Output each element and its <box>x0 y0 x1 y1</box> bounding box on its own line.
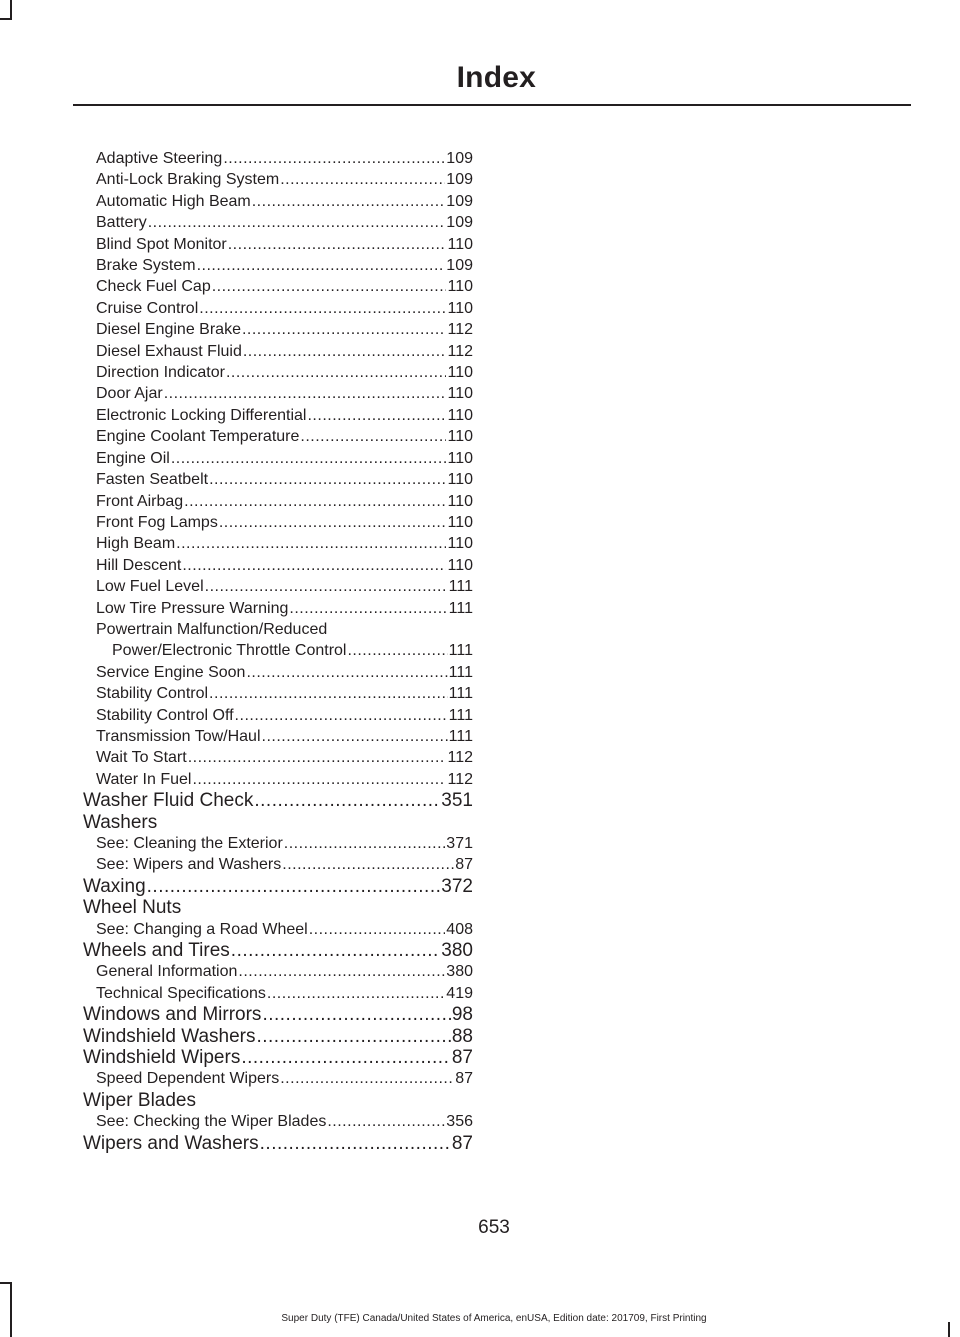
entry-label: Water In Fuel <box>96 770 192 788</box>
entry-page: 110 <box>447 299 473 317</box>
entry-page: 109 <box>446 257 473 275</box>
entry-page: 109 <box>446 214 473 232</box>
entry-label: Stability Control <box>96 685 209 703</box>
entry-page: 87 <box>451 1047 473 1069</box>
page-number: 653 <box>478 1217 510 1238</box>
entry-page: 110 <box>447 556 473 574</box>
entry-page: 109 <box>446 150 473 167</box>
entry-label: Blind Spot Monitor <box>96 235 227 253</box>
dot-leader <box>164 383 447 404</box>
index-entry[interactable] <box>83 255 473 276</box>
entry-page: 109 <box>446 192 473 210</box>
index-heading-wheel-nuts: Wheel Nuts <box>83 897 182 919</box>
crop-mark-top-left-horizontal <box>0 18 12 20</box>
index-column <box>83 148 473 1154</box>
dot-leader <box>182 555 446 576</box>
crop-mark-bottom-left-horizontal <box>0 1282 12 1284</box>
dot-leader <box>212 276 447 297</box>
dot-leader <box>147 876 441 897</box>
index-heading-wipers-and-washers[interactable] <box>83 1133 473 1154</box>
index-heading-windshield-washers[interactable] <box>83 1026 473 1047</box>
entry-page: 110 <box>447 385 473 403</box>
entry-label: Wheels and Tires <box>83 940 230 962</box>
entry-page: 87 <box>455 856 473 874</box>
entry-continuation <box>96 640 473 661</box>
index-entry[interactable] <box>83 533 473 554</box>
entry-label: Battery <box>96 214 147 232</box>
index-heading-windshield-wipers[interactable] <box>83 1047 473 1068</box>
index-entry[interactable] <box>83 319 473 340</box>
dot-leader <box>231 940 441 961</box>
dot-leader <box>252 191 446 212</box>
index-entry[interactable] <box>83 576 473 597</box>
dot-leader <box>228 234 447 255</box>
entry-page: 110 <box>447 406 473 424</box>
entry-page: 110 <box>447 278 473 296</box>
index-entry[interactable] <box>83 662 473 683</box>
entry-label-line-2: Power/Electronic Throttle Control <box>112 642 347 660</box>
entry-label: Low Tire Pressure Warning <box>96 599 289 617</box>
entry-page: 98 <box>451 1004 473 1026</box>
index-entry[interactable] <box>83 1068 473 1089</box>
entry-page: 112 <box>447 321 473 339</box>
entry-page: 419 <box>446 984 473 1002</box>
dot-leader <box>347 640 447 661</box>
entry-label: Wait To Start <box>96 749 187 767</box>
index-heading-windows-and-mirrors[interactable] <box>83 1004 473 1025</box>
entry-page: 88 <box>451 1025 473 1047</box>
dot-leader <box>307 405 446 426</box>
index-entry[interactable] <box>83 341 473 362</box>
index-entry[interactable] <box>83 426 473 447</box>
index-entry[interactable] <box>83 705 473 726</box>
entry-page: 110 <box>447 535 473 553</box>
entry-page: 408 <box>446 920 473 938</box>
entry-page: 372 <box>441 875 473 897</box>
entry-label: Diesel Engine Brake <box>96 321 241 339</box>
entry-label: Anti-Lock Braking System <box>96 171 280 189</box>
entry-label: Automatic High Beam <box>96 192 251 210</box>
index-entry[interactable] <box>83 961 473 982</box>
index-heading-washers: Washers <box>83 811 158 833</box>
entry-label: Check Fuel Cap <box>96 278 211 296</box>
entry-label: High Beam <box>96 535 176 553</box>
dot-leader <box>209 469 446 490</box>
dot-leader <box>235 705 448 726</box>
entry-label: Brake System <box>96 257 196 275</box>
dot-leader <box>199 298 446 319</box>
entry-page: 110 <box>447 513 473 531</box>
dot-leader <box>284 833 446 854</box>
entry-label: Wipers and Washers <box>83 1132 259 1154</box>
entry-page: 111 <box>448 727 473 745</box>
dot-leader <box>282 854 454 875</box>
index-entry[interactable] <box>83 148 473 169</box>
index-entry[interactable] <box>83 983 473 1004</box>
index-entry[interactable] <box>83 555 473 576</box>
entry-label: Windows and Mirrors <box>83 1004 262 1026</box>
dot-leader <box>209 683 448 704</box>
index-entry[interactable] <box>83 747 473 768</box>
entry-page: 110 <box>447 235 473 253</box>
entry-label: Service Engine Soon <box>96 663 246 681</box>
entry-label: Stability Control Off <box>96 706 234 724</box>
entry-label: Engine Coolant Temperature <box>96 428 300 446</box>
entry-page: 109 <box>446 171 473 189</box>
dot-leader <box>289 598 447 619</box>
index-entry[interactable] <box>83 598 473 619</box>
entry-label: See: Changing a Road Wheel <box>96 920 308 938</box>
entry-page: 111 <box>448 599 473 617</box>
index-entry[interactable] <box>83 469 473 490</box>
entry-label: Door Ajar <box>96 385 163 403</box>
crop-mark-top-left-vertical <box>10 0 12 20</box>
entry-label-line-1: Powertrain Malfunction/Reduced <box>96 620 328 638</box>
entry-page: 111 <box>448 578 473 596</box>
entry-page: 111 <box>448 706 473 724</box>
dot-leader <box>300 426 446 447</box>
index-entry[interactable] <box>83 298 473 319</box>
dot-leader <box>280 169 445 190</box>
index-entry[interactable] <box>83 212 473 233</box>
index-entry[interactable] <box>83 769 473 790</box>
dot-leader <box>192 769 446 790</box>
index-entry-wrapped[interactable] <box>83 619 473 662</box>
index-heading-waxing[interactable] <box>83 876 473 897</box>
index-entry[interactable] <box>83 726 473 747</box>
dot-leader <box>226 362 447 383</box>
entry-label: Windshield Washers <box>83 1025 256 1047</box>
entry-label: Transmission Tow/Haul <box>96 727 261 745</box>
dot-leader <box>309 919 446 940</box>
dot-leader <box>171 448 447 469</box>
footer-edition-info: Super Duty (TFE) Canada/United States of America, enUSA, Edition date: 201709, First Printing <box>281 1313 707 1324</box>
dot-leader <box>262 1004 450 1025</box>
entry-label: Cruise Control <box>96 299 199 317</box>
entry-label: Technical Specifications <box>96 984 266 1002</box>
dot-leader <box>188 747 447 768</box>
index-entry[interactable] <box>83 234 473 255</box>
dot-leader <box>280 1068 454 1089</box>
index-entry[interactable] <box>83 191 473 212</box>
dot-leader <box>184 491 446 512</box>
entry-label: Front Fog Lamps <box>96 513 218 531</box>
index-entry[interactable] <box>83 383 473 404</box>
dot-leader <box>262 726 448 747</box>
crop-mark-bottom-right <box>948 1322 950 1337</box>
index-entry[interactable] <box>83 833 473 854</box>
dot-leader <box>254 790 440 811</box>
entry-label: Direction Indicator <box>96 364 225 382</box>
dot-leader <box>176 533 446 554</box>
index-entry[interactable] <box>83 448 473 469</box>
dot-leader <box>241 1047 451 1068</box>
dot-leader <box>148 212 446 233</box>
entry-label: Fasten Seatbelt <box>96 471 209 489</box>
dot-leader <box>197 255 446 276</box>
crop-mark-bottom-left <box>10 1282 12 1337</box>
dot-leader <box>256 1026 450 1047</box>
entry-label: General Information <box>96 963 238 981</box>
entry-label: Low Fuel Level <box>96 578 204 596</box>
entry-label: Waxing <box>83 875 146 897</box>
entry-label: See: Wipers and Washers <box>96 856 282 874</box>
dot-leader <box>205 576 448 597</box>
entry-page: 110 <box>447 492 473 510</box>
index-entry[interactable] <box>83 1111 473 1132</box>
index-entry[interactable] <box>83 854 473 875</box>
entry-label: Hill Descent <box>96 556 182 574</box>
index-entry[interactable] <box>83 362 473 383</box>
index-entry[interactable] <box>83 683 473 704</box>
entry-label: See: Cleaning the Exterior <box>96 835 283 852</box>
index-entry[interactable] <box>83 512 473 533</box>
entry-label: Speed Dependent Wipers <box>96 1070 280 1088</box>
entry-page: 112 <box>447 749 473 767</box>
entry-page: 87 <box>451 1132 473 1154</box>
entry-page: 110 <box>447 428 473 446</box>
dot-leader <box>219 512 447 533</box>
dot-leader <box>327 1111 445 1132</box>
index-heading-washer-fluid-check[interactable] <box>83 790 473 811</box>
entry-page: 380 <box>441 940 473 962</box>
entry-page: 351 <box>441 790 473 812</box>
entry-label: Engine Oil <box>96 449 170 467</box>
entry-page: 111 <box>448 642 473 660</box>
entry-page: 110 <box>447 471 473 489</box>
index-entry[interactable] <box>83 169 473 190</box>
entry-label: Electronic Locking Differential <box>96 406 307 424</box>
index-entry[interactable] <box>83 919 473 940</box>
entry-label: Diesel Exhaust Fluid <box>96 342 242 360</box>
dot-leader <box>260 1133 451 1154</box>
index-entry[interactable] <box>83 405 473 426</box>
entry-page: 112 <box>447 770 473 788</box>
entry-page: 111 <box>448 685 473 703</box>
entry-page: 380 <box>446 963 473 981</box>
entry-page: 112 <box>447 342 473 360</box>
dot-leader <box>242 319 447 340</box>
dot-leader <box>267 983 445 1004</box>
entry-label: Adaptive Steering <box>96 150 223 167</box>
entry-page: 110 <box>447 364 473 382</box>
entry-page: 371 <box>446 835 473 852</box>
entry-page: 87 <box>455 1070 473 1088</box>
index-entry[interactable] <box>83 491 473 512</box>
entry-label: Windshield Wipers <box>83 1047 241 1069</box>
header-divider <box>73 104 911 106</box>
dot-leader <box>243 341 447 362</box>
entry-label: Washer Fluid Check <box>83 790 254 812</box>
entry-page: 110 <box>447 449 473 467</box>
dot-leader <box>246 662 447 683</box>
page-title: Index <box>456 61 536 94</box>
entry-label: See: Checking the Wiper Blades <box>96 1113 327 1131</box>
dot-leader <box>223 148 445 169</box>
index-heading-wheels-and-tires[interactable] <box>83 940 473 961</box>
dot-leader <box>238 961 445 982</box>
entry-label: Front Airbag <box>96 492 184 510</box>
entry-page: 356 <box>446 1113 473 1131</box>
index-entry[interactable] <box>83 276 473 297</box>
index-heading-wiper-blades: Wiper Blades <box>83 1089 196 1111</box>
entry-page: 111 <box>448 663 473 681</box>
